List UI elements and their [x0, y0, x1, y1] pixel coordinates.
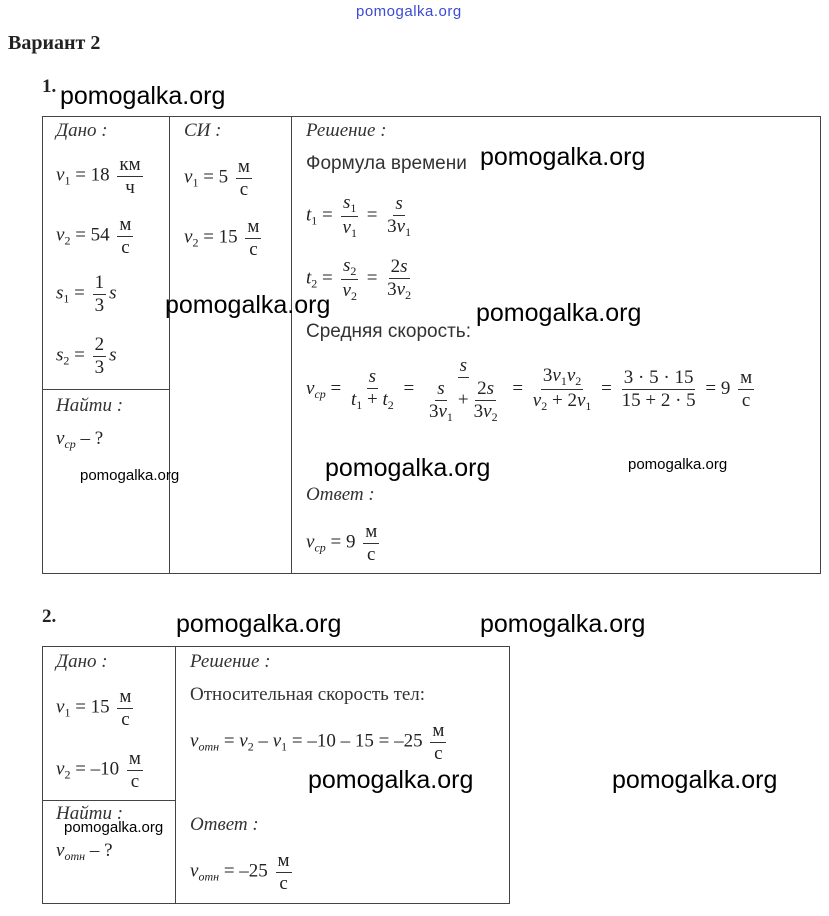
watermark: pomogalka.org	[325, 454, 491, 482]
given-v1: $v_1 = 18$ $\frac{км}{ч}$	[56, 154, 141, 198]
watermark: pomogalka.org	[628, 456, 728, 473]
si-v1: $v_1 = 5$ $\frac{м}{с}$	[184, 156, 250, 200]
solution-header: Решение :	[306, 120, 387, 141]
given-s2: $s_2$ = $\frac{2}{3}$ s	[56, 334, 117, 378]
problem-1-table	[42, 116, 821, 574]
given-v2: $v_2 = 54$ $\frac{м}{с}$	[56, 214, 132, 258]
answer-vcp: $v_{ср} = 9$ $\frac{м}{с}$	[306, 521, 378, 565]
given-v1: $v_1 = 15$ $\frac{м}{с}$	[56, 686, 132, 730]
column-divider	[169, 116, 170, 573]
find-vcp: $v_{ср}$ – ?	[56, 428, 104, 451]
variant-title: Вариант 2	[8, 32, 101, 54]
solution-header: Решение :	[190, 651, 271, 672]
watermark: pomogalka.org	[80, 467, 180, 484]
avg-speed-label: Средняя скорость:	[306, 321, 471, 342]
column-divider	[175, 646, 176, 903]
answer-header: Ответ :	[306, 484, 375, 505]
watermark: pomogalka.org	[480, 610, 646, 638]
formula-time-label: Формула времени	[306, 153, 467, 174]
watermark: pomogalka.org	[60, 82, 226, 110]
watermark: pomogalka.org	[176, 610, 342, 638]
answer-header: Ответ :	[190, 814, 259, 835]
watermark: pomogalka.org	[480, 143, 646, 171]
si-header: СИ :	[184, 120, 222, 141]
given-header: Дано :	[56, 651, 108, 672]
find-votn: $v_{отн}$ – ?	[56, 840, 113, 863]
answer-votn: $v_{отн} = -25$ $\frac{м}{с}$	[190, 850, 290, 894]
given-v2: $v_2 = -10$ $\frac{м}{с}$	[56, 748, 141, 792]
row-divider	[42, 389, 170, 390]
formula-votn: $v_{отн} = v_2 - v_1 = -10 - 15 = -25$ $\frac{м}{с}$	[190, 720, 445, 764]
formula-vcp: $v_{ср}$ = $\frac{s}{t_1 + t_2}$ = s $\frac{s}{3v_1}$ + $\frac{2s}{3v_2}$ = $\frac{3v_1v_2}{v_2 + 2v_1}$ = $\frac{3 \cdot 5 \cdot 15}{15 + 2 \cdot 5}$ = 9 $\frac{м}{с}$	[306, 355, 753, 424]
given-s1: $s_1$ = $\frac{1}{3}$ s	[56, 272, 117, 316]
find-header: Найти :	[56, 803, 124, 824]
watermark: pomogalka.org	[476, 299, 642, 327]
watermark: pomogalka.org	[165, 291, 331, 319]
formula-t1: $t_1$ = $\frac{s_1}{v_1}$ = $\frac{s}{3v_1}$	[306, 192, 412, 240]
watermark: pomogalka.org	[308, 766, 474, 794]
problem-1-number: 1.	[42, 76, 57, 97]
problem-2-number: 2.	[42, 606, 57, 627]
watermark: pomogalka.org	[612, 766, 778, 794]
find-header: Найти :	[56, 395, 124, 416]
formula-t2: $t_2$ = $\frac{s_2}{v_2}$ = $\frac{2s}{3v_2}$	[306, 255, 412, 303]
relative-speed-label: Относительная скорость тел:	[190, 684, 426, 705]
si-v2: $v_2 = 15$ $\frac{м}{с}$	[184, 216, 260, 260]
watermark-top: pomogalka.org	[356, 3, 462, 20]
watermark: pomogalka.org	[64, 819, 164, 836]
given-header: Дано :	[56, 120, 108, 141]
row-divider	[42, 800, 176, 801]
column-divider	[291, 116, 292, 573]
